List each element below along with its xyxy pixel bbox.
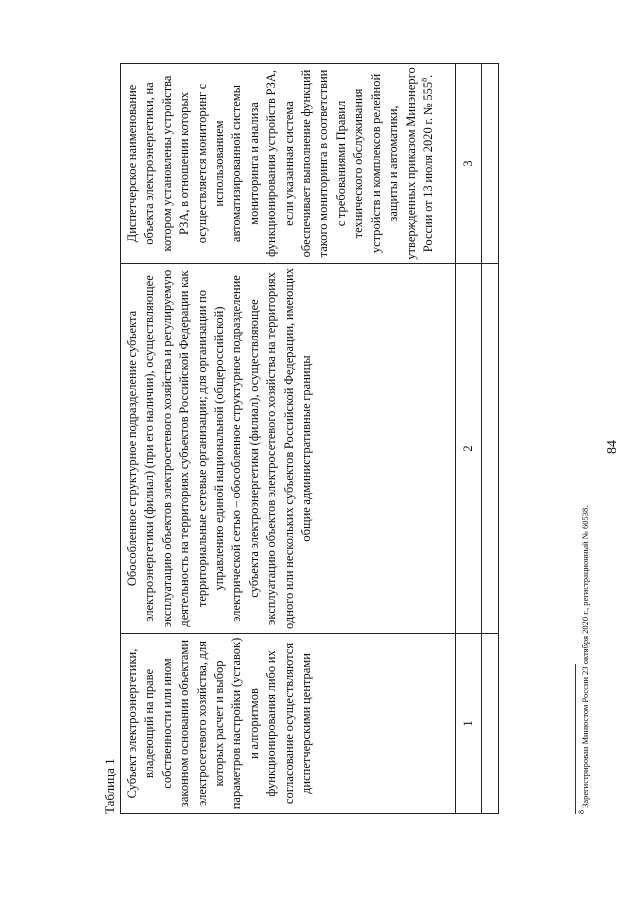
footnote bbox=[577, 505, 590, 814]
column-number-1: 1 bbox=[456, 634, 482, 814]
footnote-text: Зарегистрирован Минюстом России 23 октября 2020 г., регистрационный № 60538. bbox=[580, 505, 590, 808]
table-1 bbox=[120, 63, 499, 814]
cell-subdivision: Обособленное структурное подразделение субъекта электроэнергетики (филиал) (при его наличии), осуществляющее эксплуатацию объектов электросетевого хозяйства и регулируемую деятельность на территориях субъектов Российской Федерации как территориальные сетевые организации; для организации по управлению единой национальной (общероссийской) электрической сетью – обособленное структурное подразделение субъекта электроэнергетики (филиал), осуществляющее эксплуатацию объектов электросетевого хозяйства на территориях одного или нескольких субъектов Российской Федерации, имеющих общие административные границы bbox=[121, 264, 456, 634]
cell-subject: Субъект электроэнергетики, владеющий на праве собственности или ином законном основании объектами электросетевого хозяйства, для которых расчет и выбор параметров настройки (уставок) и алгоритмов функционирования либо их согласование осуществляются диспетчерскими центрами bbox=[121, 634, 456, 814]
column-numbers-row bbox=[456, 64, 482, 814]
table-caption: Таблица 1 bbox=[102, 758, 117, 814]
empty-cell bbox=[482, 264, 499, 634]
footnote-divider bbox=[575, 664, 576, 814]
footnote-mark: 8 bbox=[577, 810, 587, 814]
empty-row bbox=[482, 64, 499, 814]
empty-cell bbox=[482, 64, 499, 264]
empty-cell bbox=[482, 634, 499, 814]
page-number: 84 bbox=[605, 440, 620, 454]
rotated-content bbox=[20, 32, 620, 872]
cell-dispatch-name: Диспетчерское наименование объекта электроэнергетики, на котором установлены устройства РЗА, в отношении которых осуществляется мониторинг с использованием автоматизированной системы мониторинга и анализа функционирования устройств РЗА, если указанная система обеспечивает выполнение функций такого мониторинга в соответствии с требованиями Правил технического обслуживания устройств и комплексов релейной защиты и автоматики, утвержденных приказом Минэнерго России от 13 июля 2020 г. № 555$^8$. bbox=[121, 64, 456, 264]
footnote-reference[interactable]: 8 bbox=[419, 77, 429, 82]
column-number-3: 3 bbox=[456, 64, 482, 264]
column-number-2: 2 bbox=[456, 264, 482, 634]
table-row bbox=[121, 64, 456, 814]
